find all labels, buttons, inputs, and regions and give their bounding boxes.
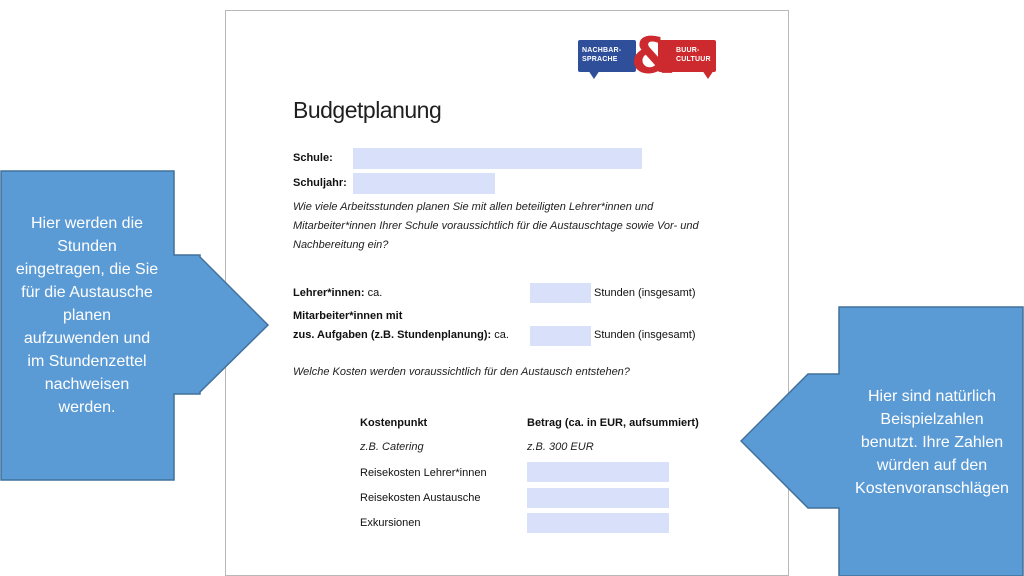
hours-question: Wie viele Arbeitsstunden planen Sie mit allen beteiligten Lehrer*innen und Mitarbeiter*innen Ihrer Schule voraussichtlich für die Austauschtage sowie Vor- und Nachbereitung ein?: [293, 201, 699, 251]
costs-question: Welche Kosten werden voraussichtlich für den Austausch entstehen?: [293, 366, 630, 378]
school-year-field[interactable]: [353, 173, 495, 194]
logo-right-text: BUUR- CULTUUR: [676, 47, 711, 63]
teachers-hours-unit: Stunden (insgesamt): [594, 287, 696, 299]
cost-row-label: Reisekosten Lehrer*innen: [360, 467, 487, 479]
staff-hours-unit: Stunden (insgesamt): [594, 329, 696, 341]
example-cost-item: z.B. Catering: [360, 441, 424, 453]
logo-left-text: NACHBAR- SPRACHE: [582, 47, 622, 63]
staff-hours-field[interactable]: [530, 326, 591, 346]
school-label: Schule:: [293, 152, 333, 164]
teachers-hours-field[interactable]: [530, 283, 591, 303]
nachbarsprache-logo: [578, 27, 718, 85]
staff-label-line1: Mitarbeiter*innen mit: [293, 310, 403, 322]
cost-amount-field[interactable]: [527, 488, 669, 508]
cost-amount-header: Betrag (ca. in EUR, aufsummiert): [527, 417, 699, 429]
cost-amount-field[interactable]: [527, 513, 669, 533]
left-callout-text: Hier werden die Stunden eingetragen, die Sie für die Austausche planen aufzuwenden und im Stundenzettel nachweisen werden.: [15, 215, 159, 416]
cost-amount-field[interactable]: [527, 462, 669, 482]
document-page: [225, 10, 789, 576]
school-year-label: Schuljahr:: [293, 177, 347, 189]
school-field[interactable]: [353, 148, 642, 169]
teachers-label: Lehrer*innen: ca.: [293, 287, 383, 299]
cost-item-header: Kostenpunkt: [360, 417, 428, 429]
example-cost-amount: z.B. 300 EUR: [527, 441, 594, 453]
page-title: Budgetplanung: [293, 97, 442, 123]
staff-label-line2: zus. Aufgaben (z.B. Stundenplanung): ca.: [293, 329, 509, 341]
logo-ampersand: &: [631, 27, 675, 85]
cost-row-label: Reisekosten Austausche: [360, 492, 481, 504]
cost-row-label: Exkursionen: [360, 517, 421, 529]
right-callout-text: Hier sind natürlich Beispielzahlen benutzt. Ihre Zahlen würden auf den Kostenvoranschlägen: [855, 388, 1009, 497]
